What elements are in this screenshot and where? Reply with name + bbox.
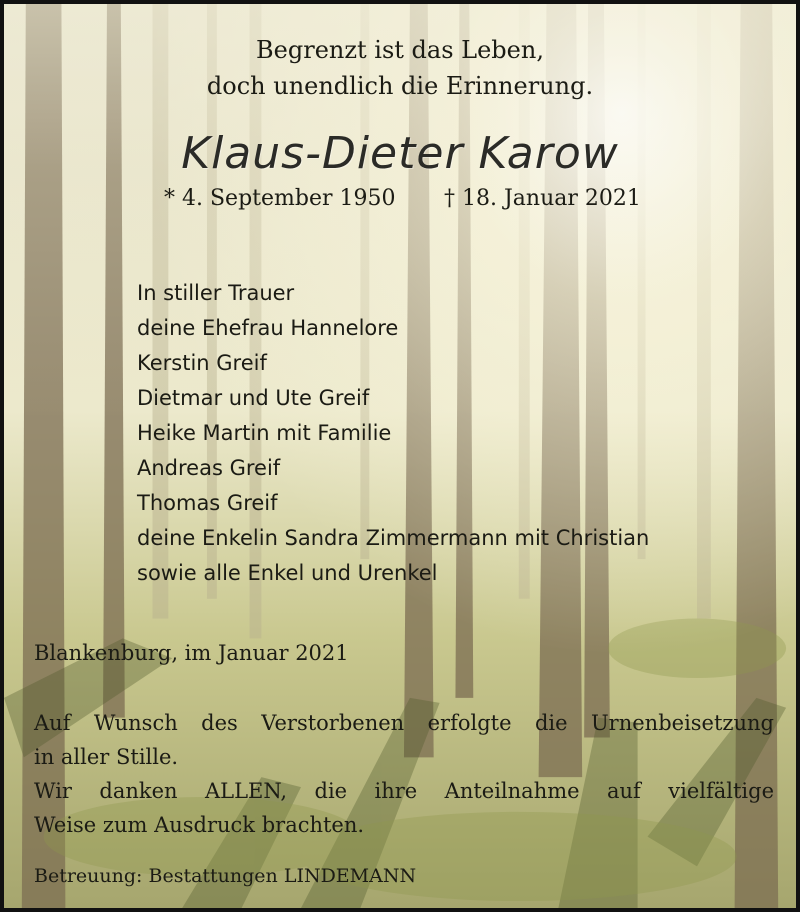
closing-line-3: Wir danken ALLEN, die ihre Anteilnahme auf vielfältige <box>34 779 774 803</box>
closing-line-2: in aller Stille. <box>34 745 179 769</box>
closing-line-4: Weise zum Ausdruck brachten. <box>34 813 365 837</box>
motto-line-2: doch unendlich die Erinnerung. <box>206 72 594 100</box>
closing-text <box>34 706 774 842</box>
mourner-entry: Dietmar und Ute Greif <box>137 386 370 410</box>
closing-line-1: Auf Wunsch des Verstorbenen erfolgte die Urnenbeisetzung <box>34 711 774 735</box>
place-and-date: Blankenburg, im Januar 2021 <box>34 641 349 665</box>
mourner-entry: Thomas Greif <box>137 491 278 515</box>
mourner-entry: sowie alle Enkel und Urenkel <box>137 561 438 585</box>
funeral-home-credit: Betreuung: Bestattungen LINDEMANN <box>34 865 417 887</box>
mourners-heading: In stiller Trauer <box>137 281 295 305</box>
mourners-list <box>137 276 649 591</box>
motto <box>4 32 796 104</box>
mourner-entry: deine Enkelin Sandra Zimmermann mit Christian <box>137 526 650 550</box>
deceased-name: Klaus-Dieter Karow <box>181 128 619 179</box>
mourner-entry: deine Ehefrau Hannelore <box>137 316 399 340</box>
mourner-entry: Andreas Greif <box>137 456 281 480</box>
birth-date: * 4. September 1950 <box>164 186 396 211</box>
motto-line-1: Begrenzt ist das Leben, <box>256 36 544 64</box>
death-date: † 18. Januar 2021 <box>444 186 641 211</box>
mourner-entry: Kerstin Greif <box>137 351 267 375</box>
mourner-entry: Heike Martin mit Familie <box>137 421 392 445</box>
